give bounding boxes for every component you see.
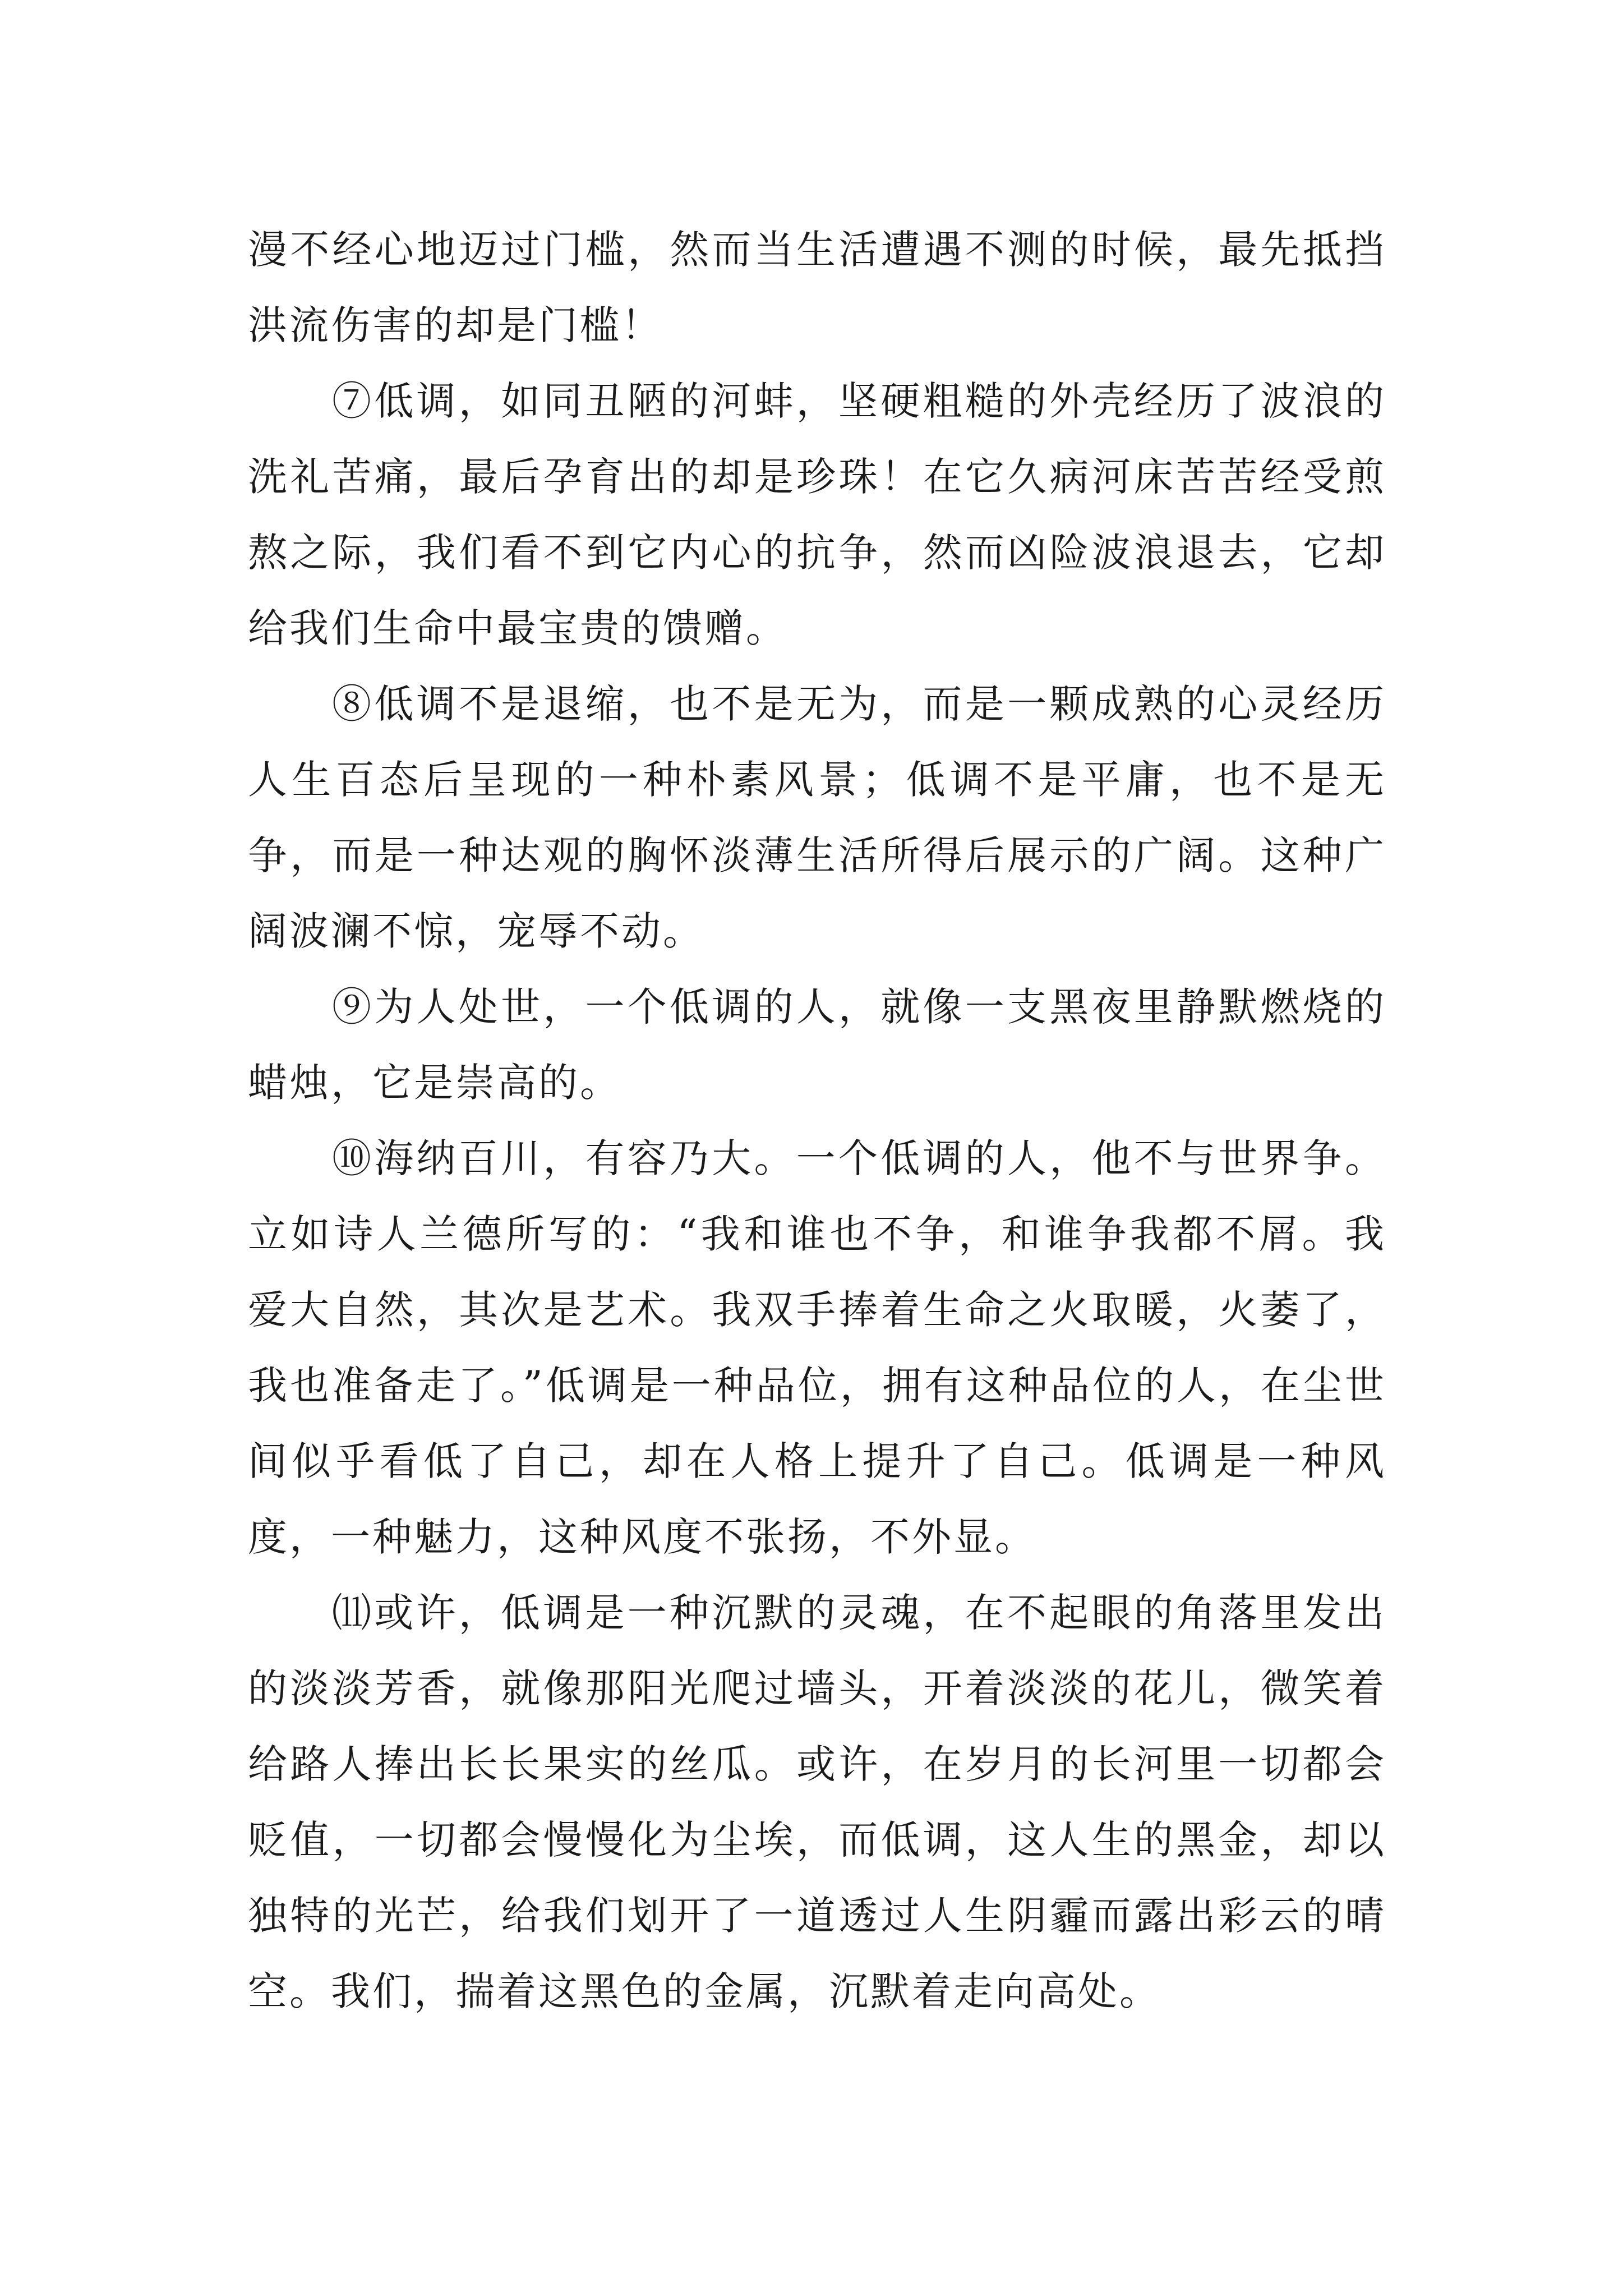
- paragraph-11: ⑾或许，低调是一种沉默的灵魂，在不起眼的角落里发出的淡淡芳香，就像那阳光爬过墙头，开着淡淡的花儿，微笑着给路人捧出长长果实的丝瓜。或许，在岁月的长河里一切都会贬值，一切都会慢慢化为尘埃，而低调，这人生的黑金，却以独特的光芒，给我们划开了一道透过人生阴霾而露出彩云的晴空。我们，揣着这黑色的金属，沉默着走向高处。: [248, 1590, 1386, 2014]
- paragraph-10: ⑩海纳百川，有容乃大。一个低调的人，他不与世界争。立如诗人兰德所写的：“我和谁也不争，和谁争我都不屑。我爱大自然，其次是艺术。我双手捧着生命之火取暖，火萎了，我也准备走了。”低调是一种品位，拥有这种品位的人，在尘世间似乎看低了自己，却在人格上提升了自己。低调是一种风度，一种魅力，这种风度不张扬，不外显。: [248, 1135, 1386, 1560]
- paragraph-continuation: 漫不经心地迈过门槛，然而当生活遭遇不测的时候，最先抵挡洪流伤害的却是门槛！: [248, 227, 1386, 348]
- article-body: [248, 212, 1386, 2030]
- paragraph-8: ⑧低调不是退缩，也不是无为，而是一颗成熟的心灵经历人生百态后呈现的一种朴素风景；低调不是平庸，也不是无争，而是一种达观的胸怀淡薄生活所得后展示的广阔。这种广阔波澜不惊，宠辱不动。: [248, 681, 1386, 954]
- paragraph-9: ⑨为人处世，一个低调的人，就像一支黑夜里静默燃烧的蜡烛，它是崇高的。: [248, 984, 1386, 1106]
- paragraph-7: ⑦低调，如同丑陋的河蚌，坚硬粗糙的外壳经历了波浪的洗礼苦痛，最后孕育出的却是珍珠！在它久病河床苦苦经受煎熬之际，我们看不到它内心的抗争，然而凶险波浪退去，它却给我们生命中最宝贵的馈赠。: [248, 378, 1386, 651]
